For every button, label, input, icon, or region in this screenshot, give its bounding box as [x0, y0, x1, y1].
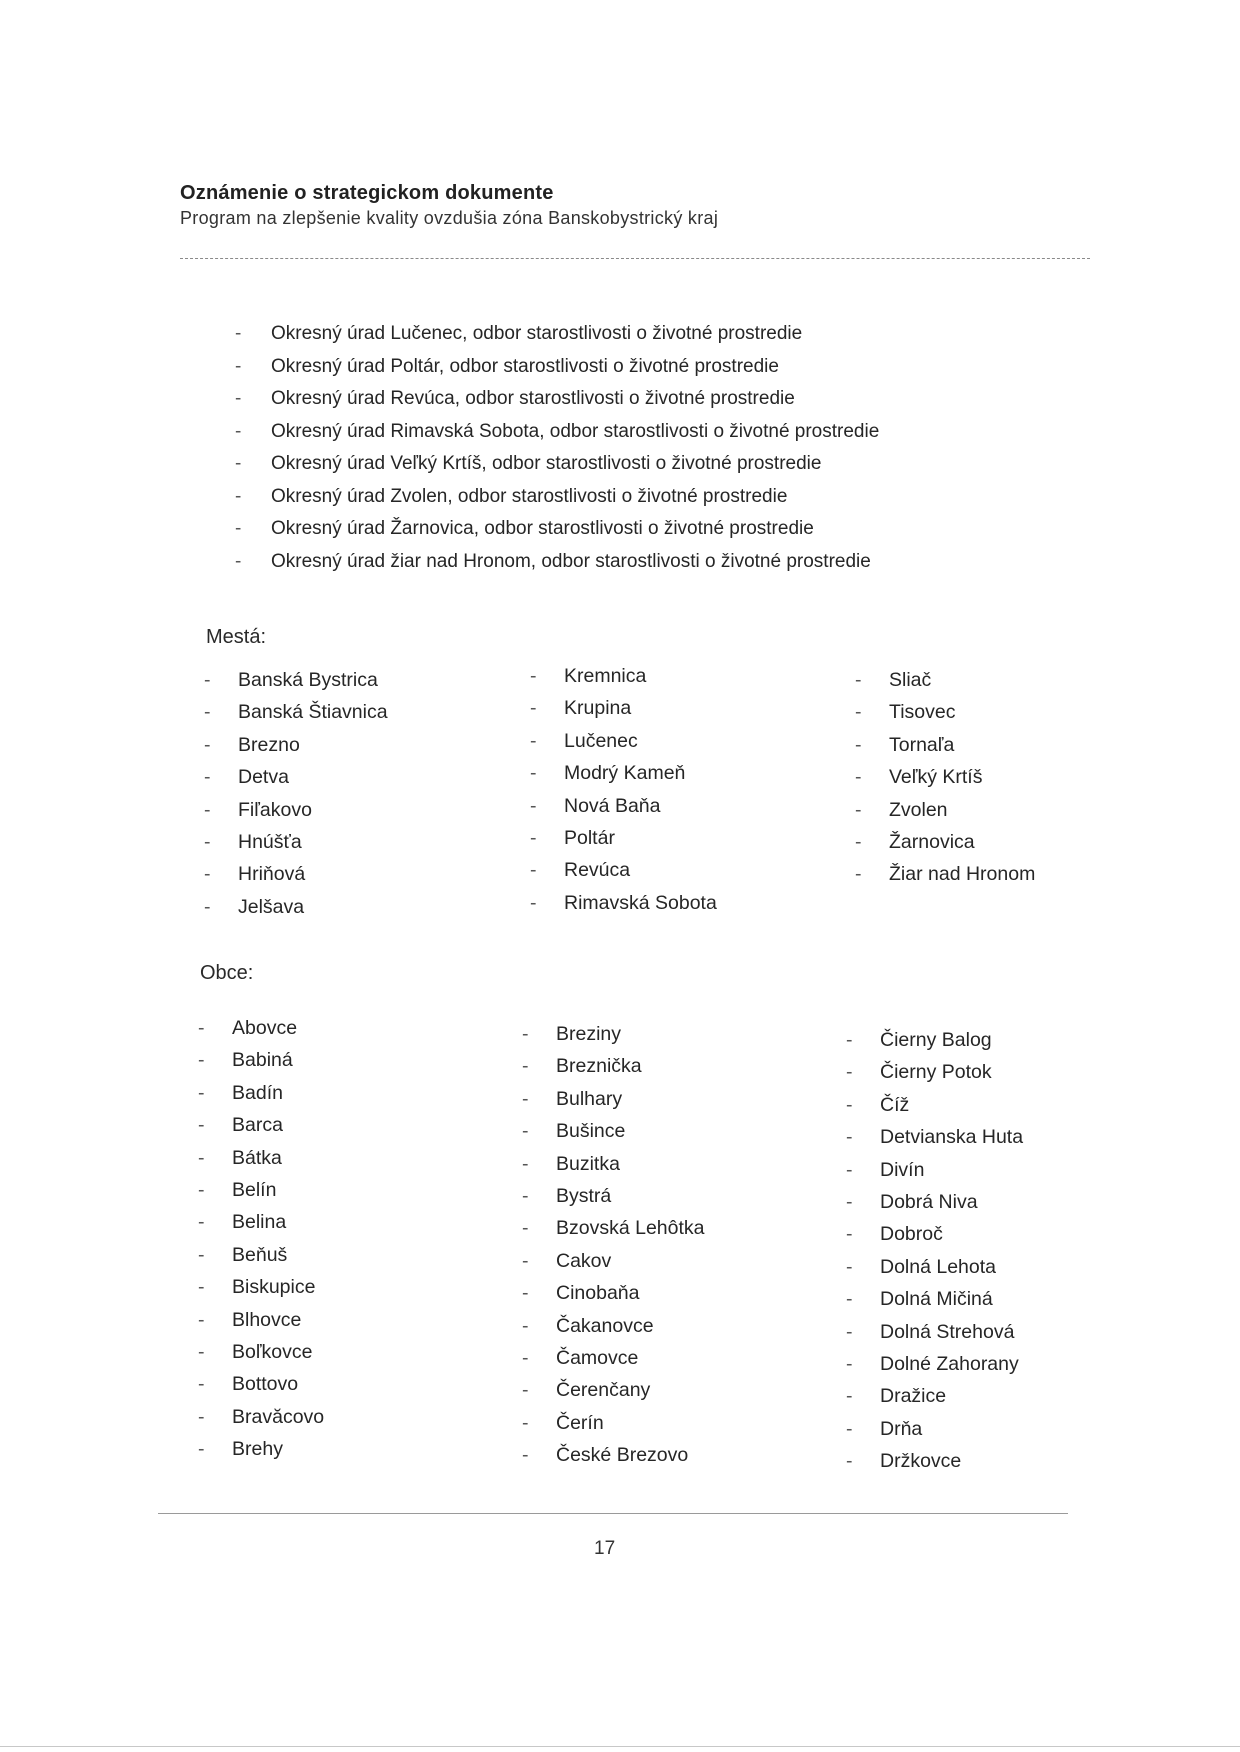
village-name: Dobrá Niva [880, 1190, 978, 1213]
town-name: Banská Bystrica [238, 669, 378, 691]
list-item [522, 1050, 705, 1082]
list-item [198, 1271, 324, 1303]
village-name: Čakanovce [556, 1314, 654, 1337]
list-dash: - [198, 1178, 205, 1201]
document-title: Oznámenie o strategickom dokumente [180, 182, 554, 204]
office-name: Okresný úrad Zvolen, odbor starostlivosti o životné prostredie [271, 485, 788, 507]
list-dash: - [235, 388, 242, 409]
list-item [522, 1439, 705, 1471]
list-dash: - [522, 1314, 529, 1337]
list-dash: - [235, 550, 242, 572]
list-dash: - [846, 1320, 853, 1343]
section-heading-obce: Obce: [200, 962, 254, 984]
village-name: Divín [880, 1158, 925, 1181]
list-item [204, 794, 388, 826]
list-item [846, 1413, 1023, 1445]
list-dash: - [522, 1379, 529, 1402]
village-name: Belina [232, 1211, 287, 1234]
list-dash: - [855, 830, 862, 853]
village-name: Bzovská Lehôtka [556, 1217, 705, 1240]
village-name: Dolná Mičiná [880, 1288, 993, 1311]
list-item [530, 757, 717, 789]
village-name: Číž [880, 1093, 910, 1116]
list-dash: - [198, 1405, 205, 1428]
list-dash: - [198, 1438, 205, 1461]
list-dash: - [198, 1146, 205, 1169]
town-name: Hriňová [238, 863, 306, 886]
obce-column-1 [198, 1012, 324, 1465]
list-dash: - [235, 485, 242, 507]
list-dash: - [846, 1385, 853, 1408]
village-name: Boľkovce [232, 1340, 313, 1363]
list-item [846, 1251, 1023, 1283]
village-name: Bulhary [556, 1087, 623, 1110]
village-name: Držkovce [880, 1450, 962, 1473]
village-name: České Brezovo [556, 1444, 689, 1467]
list-dash: - [198, 1017, 205, 1039]
list-item [235, 416, 879, 449]
list-dash: - [235, 453, 242, 474]
list-item [855, 794, 1035, 826]
office-name: Okresný úrad Žarnovica, odbor starostlivosti o životné prostredie [271, 518, 814, 539]
list-item [522, 1310, 705, 1342]
list-item [204, 858, 388, 890]
list-item [198, 1142, 324, 1174]
office-name: Okresný úrad Lučenec, odbor starostlivosti o životné prostredie [271, 323, 803, 344]
list-item [204, 696, 388, 728]
village-name: Cakov [556, 1249, 612, 1272]
list-dash: - [855, 798, 862, 821]
list-item [846, 1380, 1023, 1412]
list-dash: - [846, 1093, 853, 1116]
list-item [846, 1056, 1023, 1088]
village-name: Bátka [232, 1146, 282, 1169]
list-item [235, 351, 879, 384]
list-item [522, 1180, 705, 1212]
village-name: Breziny [556, 1023, 622, 1045]
list-item [204, 826, 388, 858]
list-dash: - [198, 1340, 205, 1363]
village-name: Dolné Zahorany [880, 1352, 1019, 1375]
town-name: Žarnovica [889, 830, 975, 853]
list-dash: - [522, 1184, 529, 1207]
village-name: Bystrá [556, 1184, 612, 1207]
list-item [204, 664, 388, 696]
mesta-column-1 [204, 664, 388, 923]
town-name: Modrý Kameň [564, 762, 686, 785]
obce-column-2 [522, 1018, 705, 1471]
list-dash: - [204, 863, 211, 886]
list-item [855, 858, 1035, 890]
town-name: Hnúšťa [238, 830, 302, 853]
village-name: Dobroč [880, 1223, 943, 1246]
village-name: Čerenčany [556, 1379, 651, 1402]
town-name: Tisovec [889, 701, 956, 724]
office-name: Okresný úrad Rimavská Sobota, odbor starostlivosti o životné prostredie [271, 420, 880, 442]
list-item [198, 1336, 324, 1368]
list-item [855, 761, 1035, 793]
list-item [522, 1342, 705, 1374]
list-dash: - [530, 729, 537, 752]
list-item [846, 1121, 1023, 1153]
list-dash: - [530, 762, 537, 785]
town-name: Rimavská Sobota [564, 891, 717, 914]
list-dash: - [198, 1243, 205, 1266]
list-dash: - [855, 733, 862, 756]
list-item [198, 1206, 324, 1238]
list-dash: - [204, 895, 211, 918]
list-dash: - [846, 1417, 853, 1440]
village-name: Buzitka [556, 1152, 620, 1175]
header-divider [180, 258, 1090, 259]
list-item [855, 729, 1035, 761]
list-dash: - [204, 766, 211, 789]
list-item [530, 887, 717, 919]
office-name: Okresný úrad Poltár, odbor starostlivosti o životné prostredie [271, 355, 779, 377]
list-item [204, 891, 388, 923]
village-name: Cinobaňa [556, 1282, 640, 1305]
section-heading-mesta: Mestá: [206, 626, 267, 648]
village-name: Blhovce [232, 1308, 302, 1331]
town-name: Nová Baňa [564, 794, 661, 817]
list-dash: - [522, 1217, 529, 1240]
town-name: Sliač [889, 669, 932, 691]
town-name: Banská Štiavnica [238, 701, 388, 724]
list-item [522, 1277, 705, 1309]
list-dash: - [855, 701, 862, 724]
list-dash: - [235, 355, 242, 377]
list-dash: - [846, 1450, 853, 1473]
list-item [204, 729, 388, 761]
list-dash: - [204, 733, 211, 756]
town-name: Tornaľa [889, 733, 955, 756]
list-item [198, 1304, 324, 1336]
list-dash: - [204, 701, 211, 724]
list-dash: - [522, 1023, 529, 1045]
list-item [235, 546, 879, 579]
mesta-column-3 [855, 664, 1035, 891]
village-name: Babiná [232, 1049, 293, 1072]
village-name: Brehy [232, 1438, 283, 1461]
town-name: Žiar nad Hronom [889, 863, 1036, 886]
village-name: Beňuš [232, 1243, 288, 1266]
town-name: Krupina [564, 697, 632, 720]
list-item [846, 1218, 1023, 1250]
list-dash: - [855, 669, 862, 691]
list-dash: - [522, 1152, 529, 1175]
list-item [198, 1077, 324, 1109]
town-name: Veľký Krtíš [889, 766, 983, 789]
village-name: Dražice [880, 1385, 947, 1408]
list-item [846, 1348, 1023, 1380]
town-name: Jelšava [238, 895, 305, 918]
footer-divider [158, 1513, 1068, 1514]
list-item [846, 1283, 1023, 1315]
list-dash: - [204, 669, 211, 691]
list-item [846, 1445, 1023, 1477]
office-list [235, 318, 879, 578]
office-name: Okresný úrad Revúca, odbor starostlivosti o životné prostredie [271, 388, 795, 409]
town-name: Brezno [238, 733, 300, 756]
village-name: Čerín [556, 1411, 604, 1434]
list-item [198, 1368, 324, 1400]
list-dash: - [846, 1126, 853, 1149]
list-dash: - [522, 1346, 529, 1369]
list-dash: - [204, 830, 211, 853]
list-item [235, 513, 879, 546]
town-name: Lučenec [564, 729, 638, 752]
list-dash: - [846, 1255, 853, 1278]
list-dash: - [522, 1411, 529, 1434]
town-name: Fiľakovo [238, 798, 312, 821]
village-name: Čierny Potok [880, 1061, 992, 1084]
list-dash: - [530, 697, 537, 720]
list-item [846, 1186, 1023, 1218]
list-dash: - [198, 1211, 205, 1234]
list-item [204, 761, 388, 793]
village-name: Badín [232, 1081, 283, 1104]
list-item [846, 1089, 1023, 1121]
list-dash: - [198, 1276, 205, 1299]
list-dash: - [522, 1120, 529, 1143]
list-item [846, 1154, 1023, 1186]
village-name: Abovce [232, 1017, 298, 1039]
list-item [522, 1245, 705, 1277]
list-dash: - [204, 798, 211, 821]
list-item [198, 1044, 324, 1076]
list-dash: - [198, 1373, 205, 1396]
list-item [530, 692, 717, 724]
list-item [530, 660, 717, 692]
list-dash: - [855, 766, 862, 789]
list-dash: - [846, 1061, 853, 1084]
page-number: 17 [594, 1538, 616, 1559]
list-item [198, 1174, 324, 1206]
list-dash: - [530, 859, 537, 882]
list-dash: - [530, 891, 537, 914]
list-dash: - [198, 1114, 205, 1137]
list-dash: - [530, 665, 537, 687]
list-item [530, 725, 717, 757]
list-dash: - [846, 1029, 853, 1051]
town-name: Zvolen [889, 798, 948, 821]
list-item [235, 481, 879, 514]
list-item [855, 696, 1035, 728]
list-item [530, 790, 717, 822]
list-dash: - [235, 518, 242, 539]
list-item [235, 318, 879, 351]
document-subtitle: Program na zlepšenie kvality ovzdušia zóna Banskobystrický kraj [180, 208, 719, 228]
list-dash: - [198, 1081, 205, 1104]
list-dash: - [522, 1055, 529, 1078]
list-dash: - [235, 420, 242, 442]
list-item [198, 1012, 324, 1044]
list-dash: - [846, 1352, 853, 1375]
town-name: Kremnica [564, 665, 647, 687]
list-dash: - [522, 1282, 529, 1305]
list-item [530, 822, 717, 854]
obce-column-3 [846, 1024, 1023, 1477]
list-dash: - [846, 1158, 853, 1181]
list-dash: - [522, 1087, 529, 1110]
village-name: Čamovce [556, 1346, 639, 1369]
list-dash: - [198, 1049, 205, 1072]
list-item [846, 1024, 1023, 1056]
village-name: Bottovo [232, 1373, 299, 1396]
town-name: Poltár [564, 826, 615, 849]
list-item [522, 1374, 705, 1406]
village-name: Drňa [880, 1417, 923, 1440]
village-name: Belín [232, 1178, 277, 1201]
list-dash: - [530, 826, 537, 849]
list-dash: - [198, 1308, 205, 1331]
list-item [522, 1115, 705, 1147]
list-item [198, 1239, 324, 1271]
list-item [522, 1148, 705, 1180]
village-name: Čierny Balog [880, 1029, 992, 1051]
list-item [522, 1407, 705, 1439]
office-name: Okresný úrad žiar nad Hronom, odbor starostlivosti o životné prostredie [271, 550, 871, 572]
list-dash: - [235, 323, 242, 344]
town-name: Revúca [564, 859, 631, 882]
village-name: Dolná Strehová [880, 1320, 1015, 1343]
list-item [198, 1109, 324, 1141]
list-item [846, 1316, 1023, 1348]
list-dash: - [846, 1190, 853, 1213]
list-dash: - [522, 1249, 529, 1272]
village-name: Bravăcovo [232, 1405, 325, 1428]
list-dash: - [522, 1444, 529, 1467]
scan-edge-line [0, 1746, 1240, 1747]
list-item [235, 383, 879, 416]
village-name: Biskupice [232, 1276, 316, 1299]
list-item [530, 854, 717, 886]
list-item [855, 826, 1035, 858]
list-item [855, 664, 1035, 696]
list-item [522, 1018, 705, 1050]
list-item [522, 1083, 705, 1115]
village-name: Breznička [556, 1055, 642, 1078]
document-header [180, 180, 1090, 230]
office-name: Okresný úrad Veľký Krtíš, odbor starostlivosti o životné prostredie [271, 453, 822, 474]
list-dash: - [846, 1223, 853, 1246]
mesta-column-2 [530, 660, 717, 919]
village-name: Detvianska Huta [880, 1126, 1024, 1149]
list-item [198, 1433, 324, 1465]
village-name: Bušince [556, 1120, 626, 1143]
list-item [522, 1212, 705, 1244]
list-item [235, 448, 879, 481]
village-name: Barca [232, 1114, 283, 1137]
village-name: Dolná Lehota [880, 1255, 997, 1278]
list-dash: - [846, 1288, 853, 1311]
list-item [198, 1401, 324, 1433]
list-dash: - [530, 794, 537, 817]
list-dash: - [855, 863, 862, 886]
town-name: Detva [238, 766, 289, 789]
